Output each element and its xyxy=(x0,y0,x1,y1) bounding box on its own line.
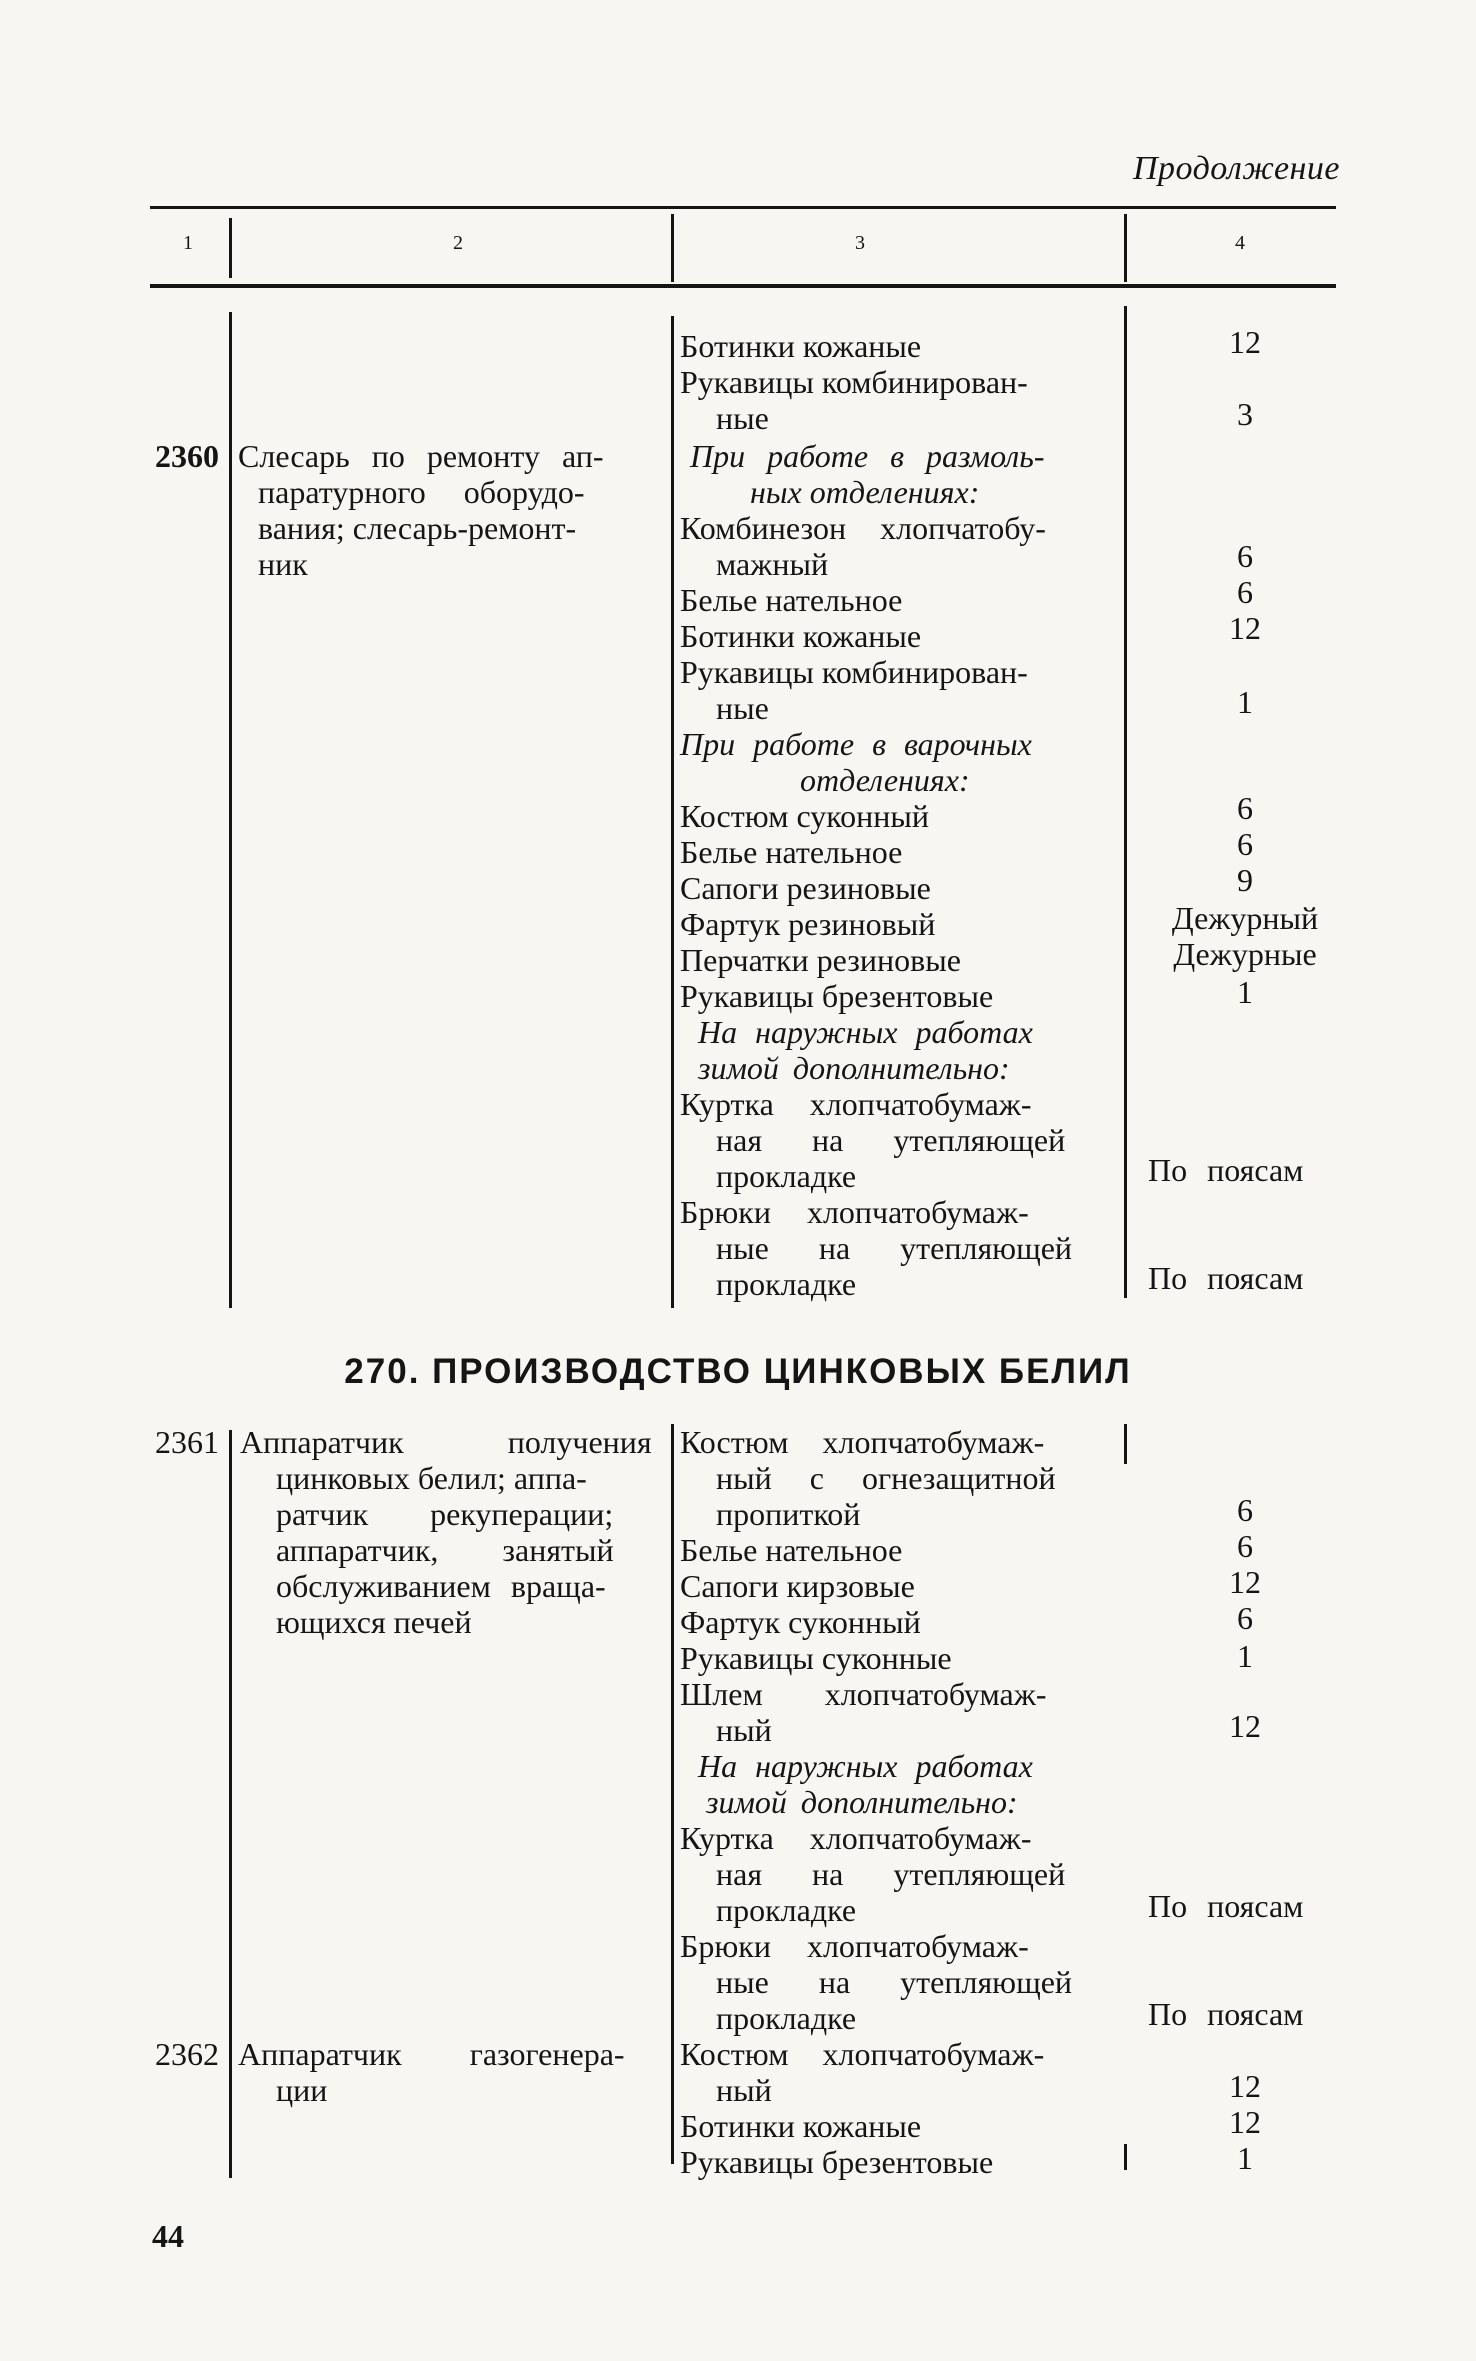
entry-2361-item-line: ный с огнезащитной xyxy=(716,1460,1056,1496)
entry-2361-profession-line-3: ратчик рекуперации; xyxy=(276,1496,614,1532)
entry-2360-term: По поясам xyxy=(1148,1260,1304,1296)
page-number: 44 xyxy=(152,2218,184,2254)
table-top-rule xyxy=(150,206,1336,209)
table-header-rule xyxy=(150,284,1336,288)
entry-2361-item-line: зимой дополнительно: xyxy=(706,1784,1018,1820)
entry-2361-item-line: ная на утепляющей xyxy=(716,1856,1066,1892)
entry-2362-term: 1 xyxy=(1237,2140,1253,2176)
entry-2360-item-line: Сапоги резиновые xyxy=(680,870,931,906)
entry-2360-item-line: ная на утепляющей xyxy=(716,1122,1066,1158)
entry-2360-item-line: Куртка хлопчатобумаж- xyxy=(680,1086,1032,1122)
column-number-4: 4 xyxy=(1235,232,1245,254)
entry-2361-profession-line-2: цинковых белил; аппа- xyxy=(276,1460,587,1496)
continuation-label: Продолжение xyxy=(1132,150,1340,187)
entry-2361-item-line: Костюм хлопчатобумаж- xyxy=(680,1424,1045,1460)
entry-2360-profession-line-3: вания; слесарь-ремонт- xyxy=(258,510,577,546)
entry-2360-item-line: Комбинезон хлопчатобу- xyxy=(680,510,1046,546)
entry-2361-item-line: Белье нательное xyxy=(680,1532,903,1568)
entry-2360-profession-line-4: ник xyxy=(258,546,308,582)
entry-2361-term: По поясам xyxy=(1148,1996,1304,2032)
entry-2360-item-line: отделениях: xyxy=(800,762,970,798)
body-divider-1-upper xyxy=(229,312,232,1308)
entry-2362-profession-line-2: ции xyxy=(276,2072,328,2108)
entry-2360-term: 9 xyxy=(1237,862,1253,898)
entry-2360-term: По поясам xyxy=(1148,1152,1304,1188)
entry-2362-term: 12 xyxy=(1229,2104,1261,2140)
entry-2360-item-line: Перчатки резиновые xyxy=(680,942,961,978)
entry-2361-item-line: пропиткой xyxy=(716,1496,861,1532)
entry-2362-item-line: ный xyxy=(716,2072,772,2108)
entry-2362-item-line: Рукавицы брезентовые xyxy=(680,2144,994,2180)
entry-2360-item-line: Ботинки кожаные xyxy=(680,618,922,654)
body-divider-2-lower xyxy=(671,1424,674,2164)
entry-2360-term: Дежурный xyxy=(1171,900,1319,936)
entry-2362-item-line: Костюм хлопчатобумаж- xyxy=(680,2036,1045,2072)
entry-2361-profession-line-4: аппаратчик, занятый xyxy=(276,1532,614,1568)
entry-2360-item-line: ные xyxy=(716,400,769,436)
header-divider-1 xyxy=(229,218,232,278)
entry-2360-item-line: прокладке xyxy=(716,1266,857,1302)
entry-2360-term: 1 xyxy=(1237,684,1253,720)
entry-2360-term: 6 xyxy=(1237,790,1253,826)
entry-2360-item-line: Ботинки кожаные xyxy=(680,328,922,364)
column-number-3: 3 xyxy=(855,232,865,254)
body-divider-3-lower xyxy=(1124,1424,1127,1464)
entry-2360-item-line: При работе в варочных xyxy=(680,726,1032,762)
entry-2360-item-line: Рукавицы брезентовые xyxy=(680,978,994,1014)
entry-2361-term: 6 xyxy=(1237,1528,1253,1564)
entry-2360-term: 6 xyxy=(1237,574,1253,610)
entry-2361-item-line: Фартук суконный xyxy=(680,1604,921,1640)
entry-2360-item-line: прокладке xyxy=(716,1158,857,1194)
entry-2361-term: 6 xyxy=(1237,1600,1253,1636)
entry-2361-item-line: На наружных работах xyxy=(698,1748,1033,1784)
entry-2361-item-line: Брюки хлопчатобумаж- xyxy=(680,1928,1029,1964)
entry-2360-item-line: Рукавицы комбинирован- xyxy=(680,364,1028,400)
entry-2362-profession-line-1: Аппаратчик газогенера- xyxy=(238,2036,625,2072)
entry-2360-item-line: ных отделениях: xyxy=(750,474,980,510)
entry-2361-profession-line-5: обслуживанием враща- xyxy=(276,1568,606,1604)
entry-2361-item-line: Рукавицы суконные xyxy=(680,1640,952,1676)
entry-2360-item-line: Белье нательное xyxy=(680,582,903,618)
entry-2361-term: 12 xyxy=(1229,1708,1261,1744)
entry-2362-item-line: Ботинки кожаные xyxy=(680,2108,922,2144)
entry-2361-item-line: прокладке xyxy=(716,2000,857,2036)
body-divider-2-upper xyxy=(671,316,674,1308)
entry-2360-term: 12 xyxy=(1229,610,1261,646)
header-divider-3 xyxy=(1124,214,1127,282)
entry-2361-profession-line-6: ющихся печей xyxy=(276,1604,472,1640)
entry-2361-profession-line-1: Аппаратчик получения xyxy=(240,1424,652,1460)
entry-2360-term: 3 xyxy=(1237,396,1253,432)
entry-2361-item-line: Сапоги кирзовые xyxy=(680,1568,915,1604)
entry-2360-number: 2360 xyxy=(155,438,219,474)
body-divider-1-lower xyxy=(229,1430,232,2178)
entry-2360-item-line: мажный xyxy=(716,546,829,582)
entry-2361-term: 1 xyxy=(1237,1638,1253,1674)
entry-2362-term: 12 xyxy=(1229,2068,1261,2104)
body-divider-3-lower-end xyxy=(1124,2144,1127,2170)
entry-2361-item-line: прокладке xyxy=(716,1892,857,1928)
entry-2360-profession-line-2: паратурного оборудо- xyxy=(258,474,585,510)
body-divider-3-upper xyxy=(1124,306,1127,1298)
entry-2360-item-line: Белье нательное xyxy=(680,834,903,870)
entry-2360-item-line: ные на утепляющей xyxy=(716,1230,1073,1266)
entry-2361-term: 6 xyxy=(1237,1492,1253,1528)
entry-2360-term: Дежурные xyxy=(1173,936,1317,972)
entry-2360-term: 12 xyxy=(1229,324,1261,360)
entry-2360-term: 6 xyxy=(1237,538,1253,574)
entry-2360-item-line: На наружных работах xyxy=(698,1014,1033,1050)
entry-2360-profession-line-1: Слесарь по ремонту ап- xyxy=(238,438,604,474)
entry-2360-term: 1 xyxy=(1237,974,1253,1010)
entry-2362-number: 2362 xyxy=(155,2036,219,2072)
entry-2361-item-line: ные на утепляющей xyxy=(716,1964,1073,2000)
column-number-1: 1 xyxy=(183,232,193,254)
entry-2361-item-line: ный xyxy=(716,1712,772,1748)
section-title: 270. ПРОИЗВОДСТВО ЦИНКОВЫХ БЕЛИЛ xyxy=(344,1352,1132,1391)
header-divider-2 xyxy=(671,214,674,282)
entry-2360-item-line: Брюки хлопчатобумаж- xyxy=(680,1194,1029,1230)
entry-2361-number: 2361 xyxy=(155,1424,219,1460)
entry-2361-term: 12 xyxy=(1229,1564,1261,1600)
entry-2360-item-line: Рукавицы комбинирован- xyxy=(680,654,1028,690)
entry-2361-item-line: Куртка хлопчатобумаж- xyxy=(680,1820,1032,1856)
entry-2360-item-line: При работе в размоль- xyxy=(690,438,1045,474)
entry-2361-item-line: Шлем хлопчатобумаж- xyxy=(680,1676,1047,1712)
entry-2360-item-line: зимой дополнительно: xyxy=(698,1050,1010,1086)
entry-2361-term: По поясам xyxy=(1148,1888,1304,1924)
entry-2360-item-line: Фартук резиновый xyxy=(680,906,936,942)
entry-2360-term: 6 xyxy=(1237,826,1253,862)
column-number-2: 2 xyxy=(453,232,463,254)
entry-2360-item-line: Костюм суконный xyxy=(680,798,930,834)
entry-2360-item-line: ные xyxy=(716,690,769,726)
